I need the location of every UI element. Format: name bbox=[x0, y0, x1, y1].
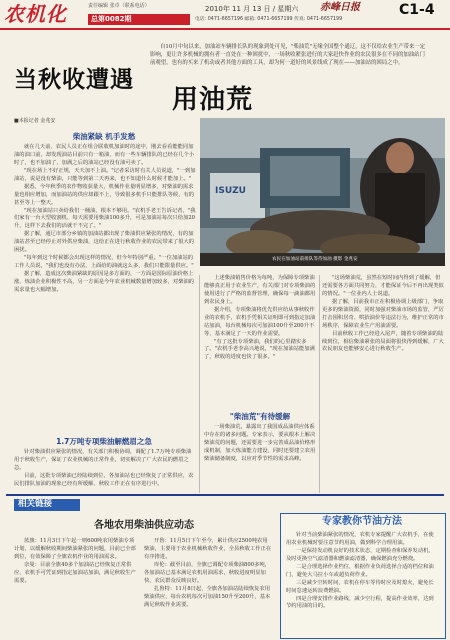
expert-tips-title: 专家教你节油方法 bbox=[322, 516, 402, 527]
paragraph: "现在场上不好正规，天天加不上油。"记者采访时有关人员说道，"一到加油站，说是没有柴油，只能等到第二天再来，也不知道什么时候才能加上。" bbox=[14, 167, 196, 182]
paragraph: 目前秋收工作已经进入尾声，随着专项柴油的陆续到位，相信柴油紧张的局面将很快得到缓解，广大农民朋友也能够安心进行秋收生产。 bbox=[322, 330, 444, 353]
article-column-2-continued bbox=[204, 424, 316, 464]
paragraph: "每年到这个时候都会出现这样的情况，但今年特别严重。"一位加油站的工作人员说，"我们也没有办法，上面给的油就这么多，我们只能限量供应。" bbox=[14, 255, 194, 270]
subheading-diesel-relief: "柴油荒"有待缓解 bbox=[229, 412, 291, 421]
photo-caption: 农民在加油站前排队等待加油 摄影 金兆安 bbox=[272, 257, 358, 262]
column-divider bbox=[199, 275, 200, 493]
paragraph: 扎鲁特：11月8日起，全旗各加油站陆续恢复农用柴油供应，每台农机每次可加油150升至200升，基本满足秋收作业需要。 bbox=[144, 585, 271, 608]
paragraph: 库伦：截至目前，全旗已调配专项柴油800多吨，各加油站已基本满足农机用油需求，秋收进度明显加快，农民群众反映良好。 bbox=[144, 561, 271, 584]
related-column-2 bbox=[144, 538, 272, 609]
paragraph: 针对柴油供应紧张的情况，有关部门积极协调，调配了1.7万吨专项柴油用于秋收生产，保证了农业机械的正常作业，切实解决了广大农民的燃眉之急。 bbox=[14, 449, 192, 471]
paragraph: 一场柴油荒，暴露出了我国成品油供应体系中存在的诸多问题。专家表示，要从根本上解决柴油荒的问题，还需要进一步完善成品油价格形成机制，加大炼油能力建设，同时还要建立农用柴油储备制度，以应对季节性的需求高峰。 bbox=[204, 424, 316, 462]
column-divider bbox=[319, 275, 320, 493]
paragraph: 二是合理选择作业档位，根据作业负荷选择合适的档位和油门，避免大马拉小车或超负荷作业。 bbox=[286, 563, 434, 578]
paragraph: 据了解，造成这次柴油紧缺的原因是多方面的，一方面是国际原油价格上涨，炼油企业积极性不高，另一方面是今年农业机械数量增加较多，对柴油的需求量也大幅增加。 bbox=[14, 271, 195, 293]
article-intro: 自10月中旬以来，加油站车辆排长队的现象到处可见，"柴油荒"无缘全国整个通辽，这不仅给农业生产带来一定影响，更让许多机械的拥有者一直处在一种困扰中，一场秋收紧张进行的大家赶快作业的农民很多在不同的加油站门前观望，也有的买来了机动或者其他方面的工具，却为何一道好的风景线成了现在——加油站的困局之中。 bbox=[150, 44, 426, 67]
section-divider bbox=[6, 494, 444, 496]
paragraph: 奈曼：目前全旗40多个加油站已经恢复正常供应，农机手可凭证到指定加油站加油，满足秋收生产需要。 bbox=[14, 561, 136, 584]
contact-info: 电话: 0471-6657196 邮箱: 0471-6657199 传真: 0471-6657199 bbox=[195, 17, 343, 22]
headline-part-2: 用油荒 bbox=[172, 85, 254, 115]
paragraph: 针对当前柴油紧张的情况，农机专家提醒广大农机手，在使用农业机械时要注意节约用油，做到科学合理用油。 bbox=[286, 532, 434, 546]
paragraph: 开鲁：11月5日下午至今，累计供应2500吨农用柴油，主要用于农业机械秋收作业，全县秋收工作正在有序推进。 bbox=[144, 538, 272, 560]
paragraph: 一是保持发动机良好的技术状态，定期检查和保养发动机，及时更换空气滤清器和燃油滤清器，确保燃油充分燃烧。 bbox=[286, 547, 434, 562]
article-column-1 bbox=[14, 144, 196, 295]
svg-text:ISUZU: ISUZU bbox=[215, 186, 246, 196]
paragraph: "这场柴油荒，虽然在短时间内得到了缓解，但还需要各方面共同努力，才能保证今后不再出现类似的情况。"一位业内人士说道。 bbox=[322, 275, 444, 297]
issue-number: 总第0082期 bbox=[91, 15, 132, 23]
paragraph: 三是减少空转时间，农机在停车等待时应及时熄火，避免长时间怠速运转浪费燃油。 bbox=[286, 579, 434, 594]
paragraph: 据介绍，专项柴油将优先供应给从事秋收作业的农机手，农机手凭相关证明即可到指定加油站加油，每台机械每次可加油100升至200升不等，基本满足了一天的作业需要。 bbox=[204, 306, 316, 337]
farmers-queue-photo bbox=[200, 118, 445, 266]
subheading-special-diesel: 1.7万吨专项柴油解燃眉之急 bbox=[56, 437, 152, 446]
paragraph: "有了这批专项柴油，我们的心里踏实多了。"农机手老李高兴地说，"现在加油站能加满了，秋收的进度也快了很多。" bbox=[204, 338, 315, 361]
photo-illustration bbox=[200, 118, 445, 266]
related-column-1 bbox=[14, 538, 139, 586]
header-divider bbox=[0, 28, 450, 30]
subheading-diesel-shortage: 柴油紧缺 机手发愁 bbox=[72, 132, 136, 141]
byline: ■本报记者 金兆安 bbox=[14, 118, 56, 124]
paragraph: 据悉，今年秋季的农作物收获量大，机械作业量明显增多，对柴油的需求量也相应增加，而加油站的供应却跟不上，导致很多机手只能排队等候，有的甚至等上一整天。 bbox=[14, 183, 195, 206]
related-links-label: 相关链接 bbox=[18, 499, 53, 509]
newspaper-section-logo: 农机化 bbox=[4, 2, 67, 26]
article-column-3 bbox=[322, 275, 444, 354]
section-tagline: 责任编辑 张卓（联系电话） bbox=[88, 3, 150, 9]
article-column-2 bbox=[204, 275, 316, 362]
related-headline: 各地农用柴油供应动态 bbox=[94, 520, 194, 531]
paragraph: 蓝旗：11月3日下午起一则600吨农用柴油专项计划，以缓解秋收期间柴油紧张的问题，目前已全部到位，有效保障了全旗农机作业的用油需求。 bbox=[14, 538, 136, 560]
newspaper-name: 赤峰日报 bbox=[320, 2, 360, 13]
expert-tips-text bbox=[286, 532, 438, 611]
paragraph: 就在几天前，农民人员正在组合联收机加油时的途中，刚去看看能能同加油的油口前，却发现油站目前只有一箱油，而有一些车辆排队的已经在几个小时了，也不加油了，加满之后的油站已经没有油可卖了。 bbox=[14, 144, 195, 166]
paragraph: 据了解，通辽市部分乡镇的加油站都出现了柴油供应紧张的情况，有的加油站甚至已经停止对外供应柴油，这给正在进行秋收作业的农民带来了很大的困扰。 bbox=[14, 231, 195, 254]
article-column-1-continued bbox=[14, 449, 196, 489]
paragraph: 据了解，目前我市正在积极协调上级部门，争取更多的柴油资源，同时加强对柴油市场的监管，严厉打击囤积居奇、哄抬油价等违法行为，维护正常的市场秩序，保障农业生产用油需要。 bbox=[322, 298, 444, 329]
paragraph: "现在加油站只卖给我们一桶油，根本不够用。"农机手老王告诉记者，"我们家有一台大型收割机，每天需要用柴油100多升，可是加油站每次只给加20升，这样下去我们的活就干不完了。" bbox=[14, 207, 196, 230]
paragraph: 上述柴油销售价格为每吨，为保障专项柴油能够真正用于农业生产，有关部门对专项柴油的使用进行了严格的监督管理，确保每一滴油都用到农民身上。 bbox=[204, 275, 316, 305]
page-number: C1-4 bbox=[399, 2, 435, 18]
paragraph: 目前，这批专项柴油已经陆续到位，各加油站也已经恢复了正常供应，农民们排队加油的现象已经有所缓解，秋收工作正在有序进行中。 bbox=[14, 472, 194, 487]
paragraph: 四是合理安排作业路线，减少空行程，提高作业效率，达到节约用油的目的。 bbox=[286, 595, 434, 610]
publication-date: 2010年 11 月 13 日 / 星期六 bbox=[205, 5, 299, 13]
headline-part-1: 当秋收遭遇 bbox=[14, 67, 134, 93]
